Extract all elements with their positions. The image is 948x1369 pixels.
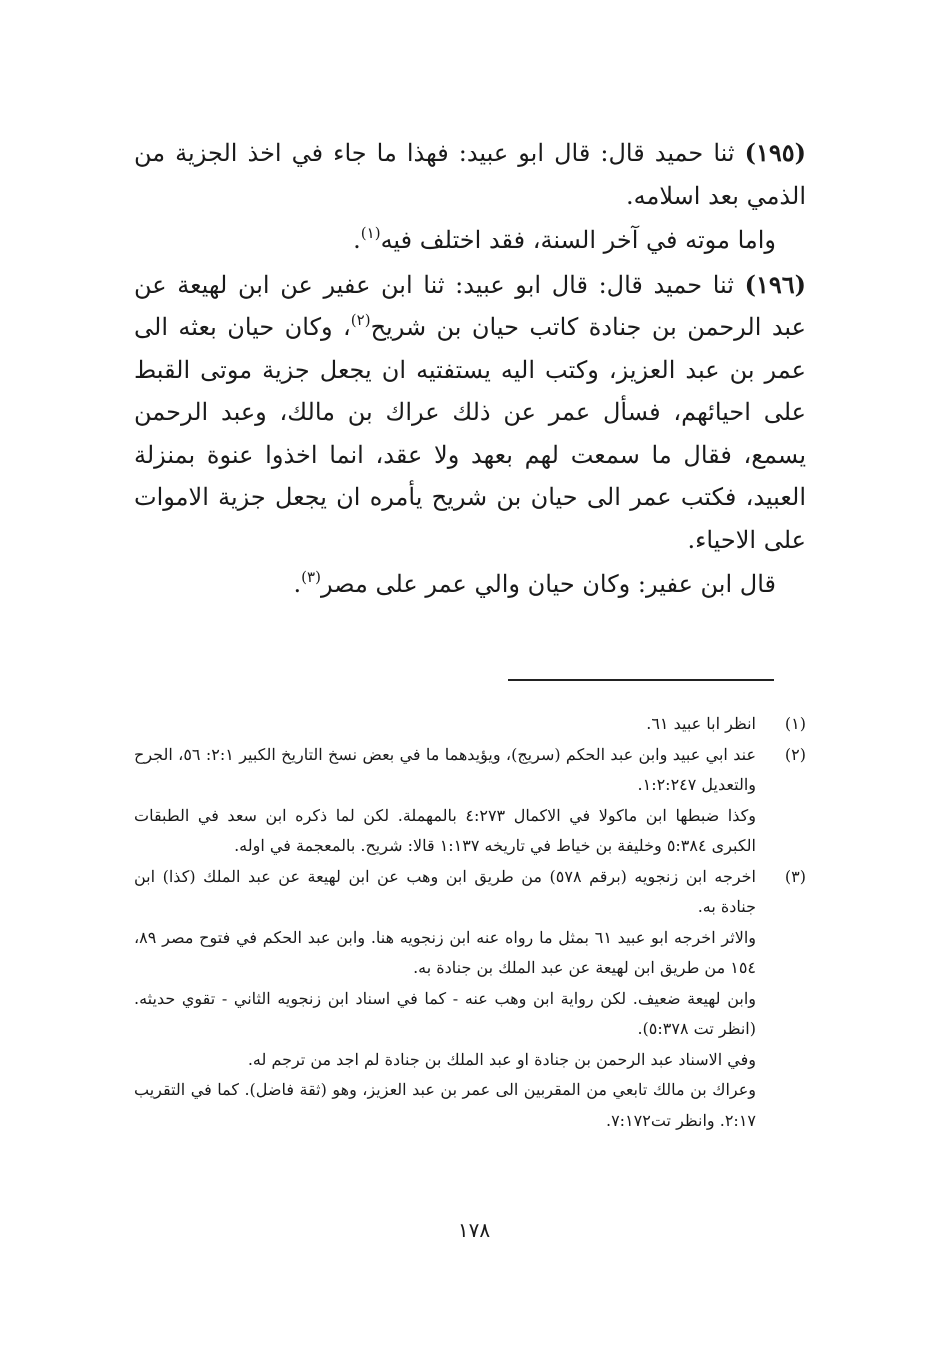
main-text [134,132,806,606]
footnotes [134,709,806,1136]
paragraph-text: ثنا حميد قال: قال ابو عبيد: ثنا ابن عفير عن ابن لهيعة عن عبد الرحمن بن جنادة كاتب حيان بن شريح [134,270,806,341]
footnote-text: والاثر اخرجه ابو عبيد ٦١ بمثل ما رواه عنه ابن زنجويه هنا. وابن عبد الحكم في فتوح مصر ٨٩، ١٥٤ من طريق ابن لهيعة عن عبد الملك بن جنادة به. [134,927,756,977]
paragraph-end: . [353,226,361,254]
footnote-separator [508,679,774,681]
footnote-number: (١) [784,714,806,733]
footnote-body [134,709,756,740]
footnote-text: انظر ابا عبيد ٦١. [646,714,756,733]
footnote-text: وعراك بن مالك تابعي من المقربين الى عمر بن عبد العزيز، وهو (ثقة فاضل). كما في التقريب ٢:١٧. وانظر تت٧:١٧٢. [134,1080,756,1130]
footnote-ref-1: (١) [360,224,381,242]
footnote-text: وابن لهيعة ضعيف. لكن رواية ابن وهب عنه - كما في اسناد ابن زنجويه الثاني - تقوي حديثه. (انظر تت ٥:٣٧٨). [134,988,756,1038]
footnote-2 [134,740,806,862]
paragraph-196-continued [134,563,806,606]
paragraph-196 [134,264,806,562]
footnote-3 [134,862,806,1137]
paragraph-text: واما موته في آخر السنة، فقد اختلف فيه [380,226,776,254]
footnote-text: وفي الاسناد عبد الرحمن بن جنادة او عبد الملك بن جنادة لم اجد من ترجم له. [247,1049,756,1069]
paragraph-text: قال ابن عفير: وكان حيان والي عمر على مصر [320,570,776,598]
footnote-number: (٣) [784,866,806,886]
page-number: ١٧٨ [457,1218,491,1242]
footnote-text: وكذا ضبطها ابن ماكولا في الاكمال ٤:٢٧٣ بالمهملة. لكن لما ذكره ابن سعد في الطبقات الكبرى ٥:٣٨٤ وخليفة بن خياط في تاريخه ١:١٣٧ قالا: شريح. بالمعجمة في اوله. [134,805,756,855]
paragraph-text: ، وكان حيان بعثه الى عمر بن عبد العزيز، وكتب اليه يستفتيه ان يجعل جزية موتى القبط على احيائهم، فسأل عمر عن ذلك عراك بن مالك، وعبد الرحمن يسمع، فقال ما سمعت لهم بعهد ولا عقد، انما اخذوا عنوة بمنزلة العبيد، فكتب عمر الى حيان بن شريح يأمره ان يجعل جزية الاموات على الاحياء. [134,313,806,554]
footnote-text: اخرجه ابن زنجويه (برقم ٥٧٨) من طريق ابن وهب عن ابن لهيعة عن عبد الملك (كذا) ابن جنادة به. [134,866,756,916]
paragraph-end: . [293,570,302,598]
footnote-1 [134,709,806,740]
paragraph-text: ثنا حميد قال: قال ابو عبيد: فهذا ما جاء في اخذ الجزية من الذمي بعد اسلامه. [134,139,806,210]
footnote-number: (٢) [784,744,806,764]
footnote-body [134,862,756,1137]
footnote-text: عند ابي عبيد وابن عبد الحكم (سريج)، ويؤيدهما ما في بعض نسخ التاريخ الكبير ٢:١: ٥٦، الجرح والتعديل ١:٢:٢٤٧. [134,744,756,794]
paragraph-195 [134,132,806,217]
footnote-ref-2: (٢) [350,311,371,329]
entry-number: (١٩٦) [744,269,806,299]
footnote-body [134,740,756,862]
footnote-ref-3: (٣) [301,568,321,586]
paragraph-195-continued [134,219,806,262]
entry-number: (١٩٥) [744,138,806,167]
